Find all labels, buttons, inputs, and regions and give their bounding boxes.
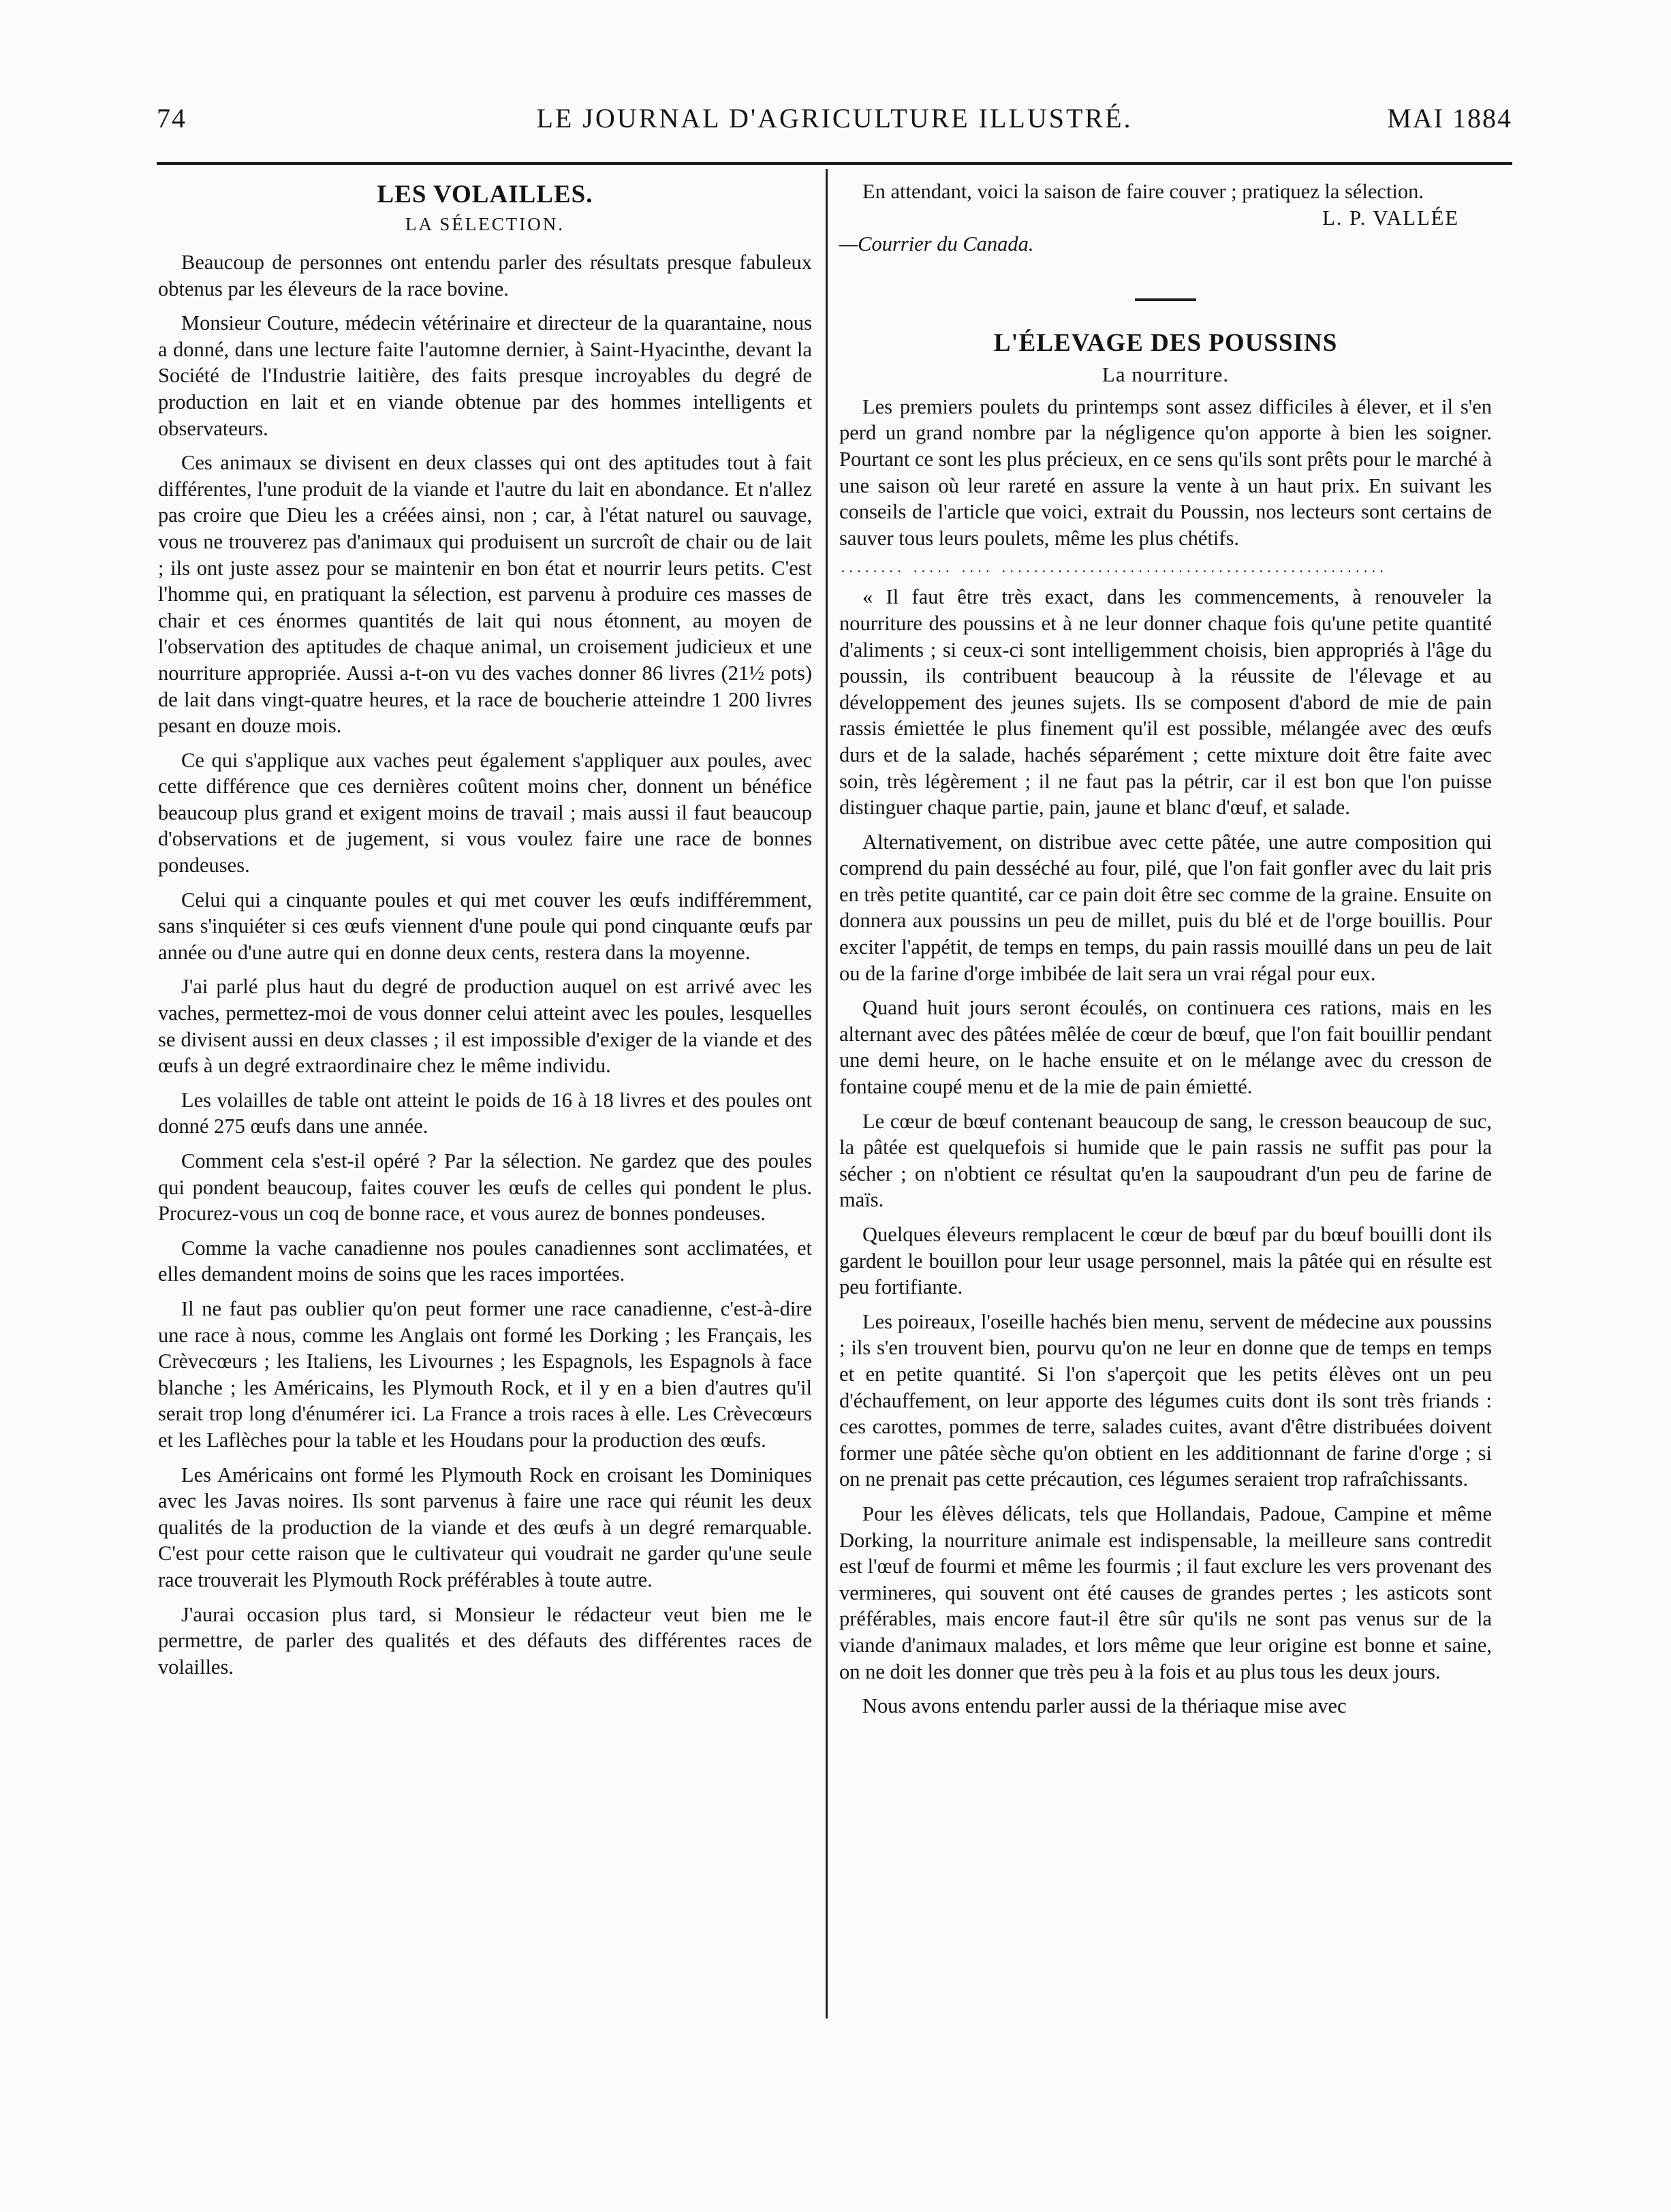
paragraph: Les volailles de table ont atteint le poids de 16 à 18 livres et des poules ont donné 275 œufs dans une année. — [158, 1088, 812, 1138]
paragraph: Les Américains ont formé les Plymouth Rock en croisant les Dominiques avec les Javas noires. Ils sont parvenus à faire une race qui réunit les deux qualités de la production de la viande et des œufs à un degré remarquable. C'est pour cette raison que le cultivateur qui voudrait ne garder qu'une seule race trouverait les Plymouth Rock préférables à toute autre. — [158, 1463, 812, 1591]
paragraph: Il ne faut pas oublier qu'on peut former une race canadienne, c'est-à-dire une race à nous, comme les Anglais ont formé les Dorking ; les Français, les Crèvecœurs ; les Italiens, les Livournes ; les Espagnols, les Espagnols à face blanche ; les Américains, les Plymouth Rock, et il y en a bien d'autres qu'il serait trop long d'énumérer ici. La France a trois races à elle. Les Crèvecœurs et les Laflèches pour la table et les Houdans pour la production des œufs. — [158, 1296, 812, 1452]
article-subtitle-nourriture: La nourriture. — [1102, 362, 1230, 386]
header-rule — [157, 162, 1512, 165]
ellipsis-separator: ........ ..... .... ................................................ — [839, 563, 1386, 577]
page-number: 74 — [157, 103, 187, 134]
column-divider — [826, 169, 828, 2019]
journal-title: LE JOURNAL D'AGRICULTURE ILLUSTRÉ. — [536, 103, 1133, 134]
paragraph: Les poireaux, l'oseille hachés bien menu, servent de médecine aux poussins ; ils s'en trouvent bien, pourvu qu'on ne leur en donne que de temps en temps et en petite quantité. Si l'on s'aperçoit que les petits élèves ont un peu d'échauffement, on leur apporte des légumes cuits dont ils sont très friands : ces carottes, pommes de terre, salades cuites, avant d'être distribuées doivent former une pâtée sèche qu'on obtient en les additionnant de farine d'orge ; si on ne prenait pas cette précaution, ces légumes seraient trop rafraîchissants. — [839, 1309, 1492, 1491]
paragraph: Celui qui a cinquante poules et qui met couver les œufs indifféremment, sans s'inquiéter si ces œufs viennent d'une poule qui pond cinquante œufs par année ou d'une autre qui en donne deux cents, restera dans la moyenne. — [158, 888, 812, 964]
paragraph: « Il faut être très exact, dans les commencements, à renouveler la nourriture des poussins et à ne leur donner chaque fois qu'une petite quantité d'aliments ; si ceux-ci sont intelligemment choisis, bien appropriés à l'âge du poussin, ils contribuent beaucoup à la réussite de l'élevage et au développement des jeunes sujets. Ils se composent d'abord de mie de pain rassis émiettée le plus finement qu'il est possible, mélangée avec des œufs durs et de la salade, hachés séparément ; cette mixture doit être faite avec soin, très légèrement ; il ne faut pas la pétrir, car il est bon que l'on puisse distinguer chaque partie, pain, jaune et blanc d'œuf, et salade. — [839, 585, 1492, 820]
paragraph: Monsieur Couture, médecin vétérinaire et directeur de la quarantaine, nous a donné, dans une lecture faite l'automne dernier, à Saint-Hyacinthe, devant la Société de l'Industrie laitière, des faits presque incroyables du degré de production en lait et en viande obtenue par des hommes intelligents et observateurs. — [158, 311, 812, 440]
signature-line — [839, 205, 1492, 232]
article-title-poussins: L'ÉLEVAGE DES POUSSINS — [993, 328, 1338, 357]
issue-date: MAI 1884 — [1387, 103, 1512, 134]
paragraph: J'aurai occasion plus tard, si Monsieur le rédacteur veut bien me le permettre, de parler des qualités et des défauts des différentes races de volailles. — [158, 1602, 812, 1679]
paragraph: Pour les élèves délicats, tels que Hollandais, Padoue, Campine et même Dorking, la nourriture animale est indispensable, la meilleure sans contredit est l'œuf de fourmi et même les fourmis ; il faut exclure les vers provenant des vermineres, qui souvent ont été causes de grandes pertes ; les asticots sont préférables, mais encore faut-il être sûr qu'ils ne sont pas venus sur de la viande d'animaux malades, et lors même que leur origine est bonne et saine, on ne doit les donner que très peu à la fois et au plus tous les deux jours. — [839, 1501, 1492, 1683]
continuation-paragraph: En attendant, voici la saison de faire couver ; pratiquez la sélection. — [862, 180, 1424, 203]
source-credit: —Courrier du Canada. — [839, 232, 1034, 256]
paragraph: J'ai parlé plus haut du degré de production auquel on est arrivé avec les vaches, permettez-moi de vous donner celui atteint avec les poules, lesquelles se divisent aussi en deux classes ; il est impossible d'exiger de la viande et des œufs à un degré extraordinaire chez le même individu. — [158, 975, 812, 1078]
article-title-volailles: LES VOLAILLES. — [377, 181, 593, 208]
paragraph: Ces animaux se divisent en deux classes qui ont des aptitudes tout à fait différentes, l'une produit de la viande et l'autre du lait en abondance. Et n'allez pas croire que Dieu les a créées ainsi, non ; car, à l'état naturel ou sauvage, vous ne trouverez pas d'animaux qui produisent un surcroît de chair ou de lait ; ils ont juste assez pour se maintenir en bon état et nourrir leurs petits. C'est l'homme qui, en pratiquant la sélection, est parvenu à produire ces masses de chair et ces énormes quantités de lait qui nous étonnent, au moyen de l'observation des aptitudes de chaque animal, un croisement judicieux et une nourriture appropriée. Aussi a-t-on vu des vaches donner 86 livres (21½ pots) de lait dans vingt-quatre heures, et la race de boucherie atteindre 1 200 livres pesant en douze mois. — [158, 451, 812, 738]
paragraph: Quand huit jours seront écoulés, on continuera ces rations, mais en les alternant avec des pâtées mêlée de cœur de bœuf, que l'on fait bouillir pendant une demi heure, on le hache ensuite et on le mélange avec du cresson de fontaine coupé menu et de la mie de pain émietté. — [839, 996, 1492, 1099]
author-signature: L. P. VALLÉE — [1322, 206, 1459, 230]
right-column — [839, 178, 1492, 1728]
paragraph: Le cœur de bœuf contenant beaucoup de sang, le cresson beaucoup de suc, la pâtée est quelquefois si humide que le pain rassis ne suffit pas pour la sécher ; on n'obtient ce résultat qu'en la saupoudrant d'un peu de farine de maïs. — [839, 1109, 1492, 1212]
paragraph: Comment cela s'est-il opéré ? Par la sélection. Ne gardez que des poules qui pondent beaucoup, faites couver les œufs de celles qui pondent le plus. Procurez-vous un coq de bonne race, et vous aurez de bonnes pondeuses. — [158, 1149, 812, 1226]
paragraph: Ce qui s'applique aux vaches peut également s'appliquer aux poules, avec cette différence que ces dernières coûtent moins cher, donnent un bénéfice beaucoup plus grand et exigent moins de travail ; mais aussi il faut beaucoup d'observations et de jugement, si vous voulez faire une race de bonnes pondeuses. — [158, 748, 812, 877]
running-header — [157, 102, 1512, 143]
section-divider — [1135, 298, 1196, 301]
paragraph: Beaucoup de personnes ont entendu parler des résultats presque fabuleux obtenus par les éleveurs de la race bovine. — [158, 251, 812, 300]
paragraph: Alternativement, on distribue avec cette pâtée, une autre composition qui comprend du pain desséché au four, pilé, que l'on fait gonfler avec du lait pris en très petite quantité, car ce pain doit être sec comme de la graine. Ensuite on donnera aux poussins un peu de millet, puis du blé et de l'orge bouillis. Pour exciter l'appétit, de temps en temps, du pain rassis mouillé dans un peu de lait ou de la farine d'orge imbibée de lait sera un vrai régal pour eux. — [839, 830, 1492, 985]
left-column — [158, 178, 812, 1688]
paragraph: Comme la vache canadienne nos poules canadiennes sont acclimatées, et elles demandent moins de soins que les races importées. — [158, 1236, 812, 1286]
article-subtitle-selection: LA SÉLECTION. — [405, 214, 565, 234]
paragraph: Nous avons entendu parler aussi de la thériaque mise avec — [862, 1694, 1347, 1718]
paragraph: Quelques éleveurs remplacent le cœur de bœuf par du bœuf bouilli dont ils gardent le bouillon pour leur usage personnel, mais la pâtée qui en résulte est peu fortifiante. — [839, 1223, 1492, 1299]
intro-paragraph: Les premiers poulets du printemps sont assez difficiles à élever, et il s'en perd un grand nombre par la négligence qu'on apporte à bien les soigner. Pourtant ce sont les plus précieux, en ce sens qu'ils sont prêts pour le marché à une saison où leur rareté en assure la vente à un haut prix. En suivant les conseils de l'article que voici, extrait du Poussin, nos lecteurs sont certains de sauver tous leurs poulets, même les plus chétifs. — [839, 394, 1492, 550]
